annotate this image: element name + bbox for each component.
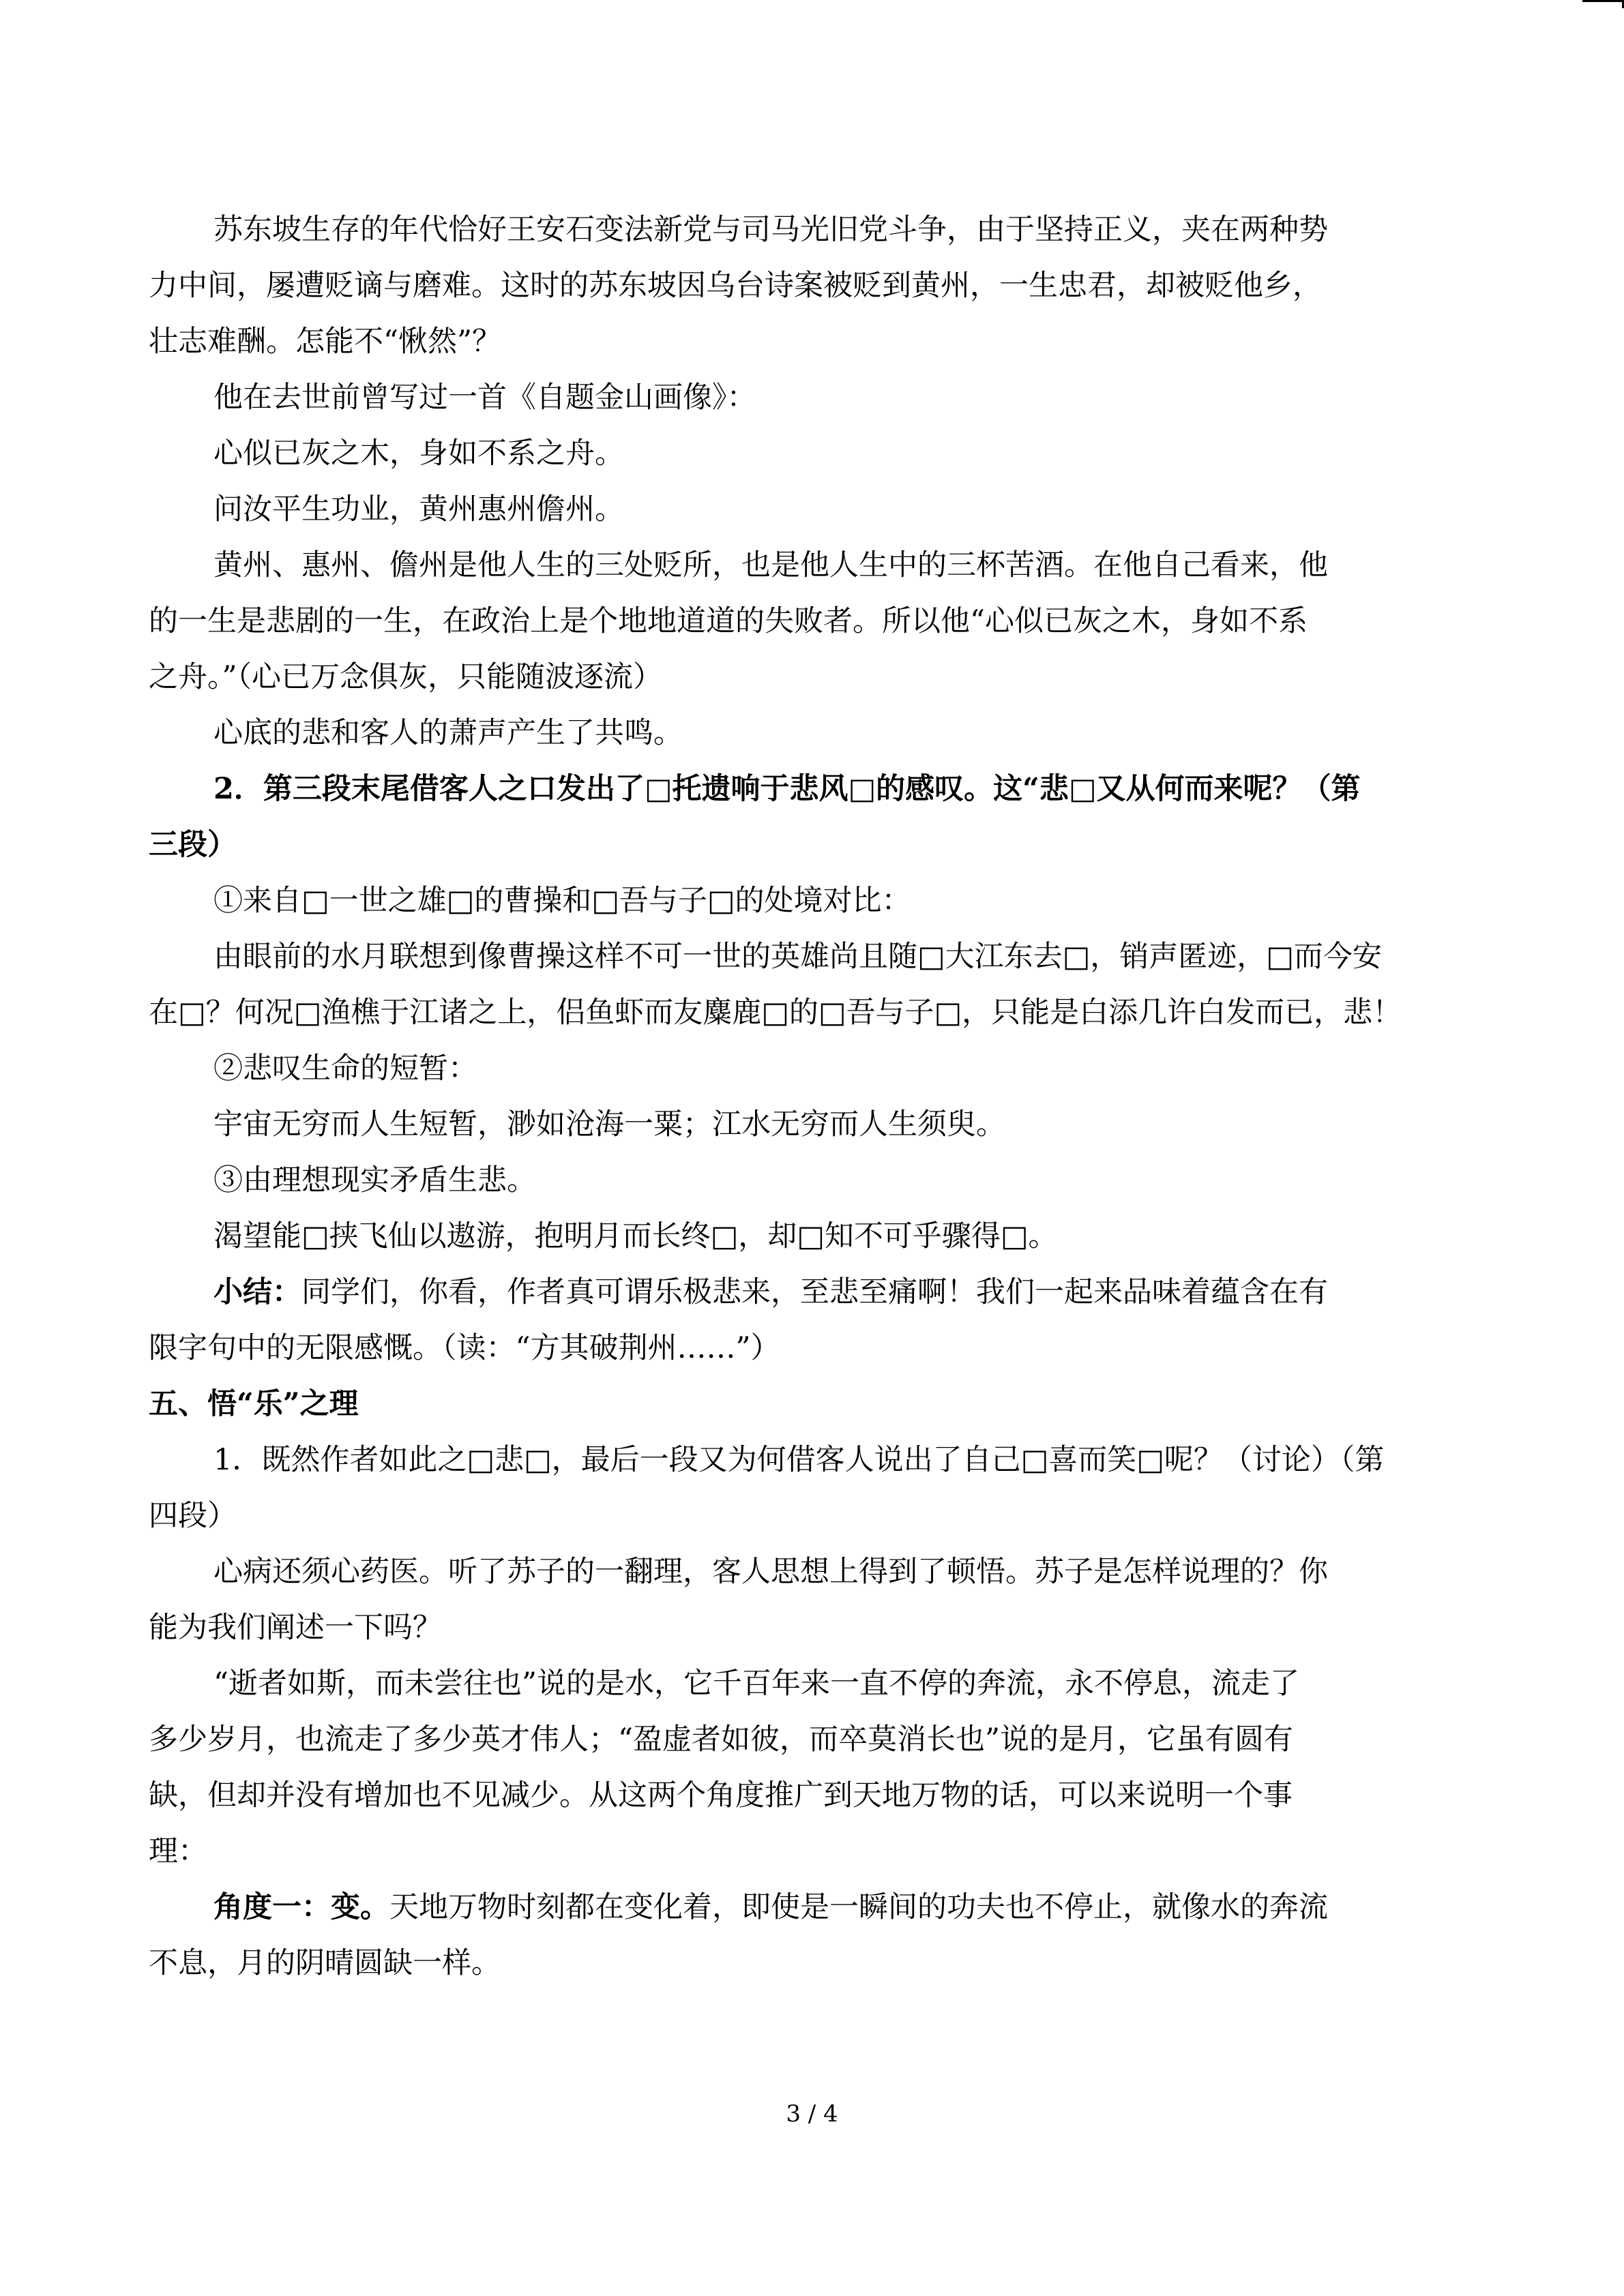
line-rest: 天地万物时刻都在变化着，即使是一瞬间的功夫也不停止，就像水的奔流 bbox=[389, 1890, 1328, 1924]
bold-lead: 小结： bbox=[213, 1275, 301, 1309]
text-line: 限字句中的无限感慨。（读：“方其破荆州……”） bbox=[149, 1331, 780, 1365]
document-body bbox=[149, 202, 1458, 1991]
text-line: 在□？何况□渔樵于江诸之上，侣鱼虾而友麋鹿□的□吾与子□，只能是白添几许白发而已，悲！ bbox=[149, 996, 1402, 1030]
text-line: 的一生是悲剧的一生，在政治上是个地地道道的失败者。所以他“心似已灰之木，身如不系 bbox=[149, 604, 1308, 638]
text-line: 之舟。”（心已万念俱灰，只能随波逐流） bbox=[149, 660, 662, 694]
text-line bbox=[149, 1264, 1458, 1320]
text-line: 心似已灰之木，身如不系之舟。 bbox=[213, 436, 624, 471]
text-line: ③由理想现实矛盾生悲。 bbox=[213, 1163, 536, 1197]
line-rest: 同学们，你看，作者真可谓乐极悲来，至悲至痛啊！我们一起来品味着蕴含在有 bbox=[301, 1275, 1328, 1309]
text-line: 宇宙无穷而人生短暂，渺如沧海一粟；江水无穷而人生须臾。 bbox=[213, 1107, 1005, 1142]
text-line bbox=[149, 1879, 1458, 1935]
text-line: 壮志难酬。怎能不“愀然”？ bbox=[149, 325, 501, 359]
text-line: 渴望能□挟飞仙以遨游，抱明月而长终□，却□知不可乎骤得□。 bbox=[213, 1219, 1058, 1253]
text-line: 苏东坡生存的年代恰好王安石变法新党与司马光旧党斗争，由于坚持正义，夹在两种势 bbox=[213, 213, 1328, 247]
text-line: 能为我们阐述一下吗？ bbox=[149, 1611, 442, 1645]
text-line: 四段） bbox=[149, 1499, 237, 1533]
text-line: 他在去世前曾写过一首《自题金山画像》： bbox=[213, 381, 756, 415]
text-line: 由眼前的水月联想到像曹操这样不可一世的英雄尚且随□大江东去□，销声匿迹，□而今安 bbox=[213, 940, 1382, 974]
bold-lead: 角度一：变。 bbox=[213, 1890, 389, 1924]
text-line: 2．第三段末尾借客人之口发出了□托遗响于悲风□的感叹。这“悲□又从何而来呢？（第 bbox=[213, 772, 1361, 806]
page-corner-mark bbox=[1582, 0, 1624, 2]
text-line: 三段） bbox=[149, 828, 237, 862]
text-line: 问汝平生功业，黄州惠州儋州。 bbox=[213, 492, 624, 526]
text-line: 缺，但却并没有增加也不见减少。从这两个角度推广到天地万物的话，可以来说明一个事 bbox=[149, 1778, 1293, 1813]
page-number: 3 / 4 bbox=[786, 2100, 838, 2128]
text-line: ②悲叹生命的短暂： bbox=[213, 1052, 477, 1086]
text-line: 1．既然作者如此之□悲□，最后一段又为何借客人说出了自己□喜而笑□呢？（讨论）（第 bbox=[213, 1443, 1385, 1477]
text-line: 不息，月的阴晴圆缺一样。 bbox=[149, 1946, 501, 1980]
text-line: 五、悟“乐”之理 bbox=[149, 1387, 359, 1421]
text-line: 心病还须心药医。听了苏子的一翻理，客人思想上得到了顿悟。苏子是怎样说理的？你 bbox=[213, 1555, 1328, 1589]
text-line: ①来自□一世之雄□的曹操和□吾与子□的处境对比： bbox=[213, 884, 911, 918]
text-line: 力中间，屡遭贬谪与磨难。这时的苏东坡因乌台诗案被贬到黄州，一生忠君，却被贬他乡， bbox=[149, 269, 1322, 303]
text-line: 黄州、惠州、儋州是他人生的三处贬所，也是他人生中的三杯苦酒。在他自己看来，他 bbox=[213, 548, 1328, 582]
text-line: “逝者如斯，而未尝往也”说的是水，它千百年来一直不停的奔流，永不停息，流走了 bbox=[213, 1667, 1299, 1701]
text-line: 心底的悲和客人的萧声产生了共鸣。 bbox=[213, 716, 683, 750]
text-line: 多少岁月，也流走了多少英才伟人；“盈虚者如彼，而卒莫消长也”说的是月，它虽有圆有 bbox=[149, 1723, 1293, 1757]
text-line: 理： bbox=[149, 1834, 207, 1868]
